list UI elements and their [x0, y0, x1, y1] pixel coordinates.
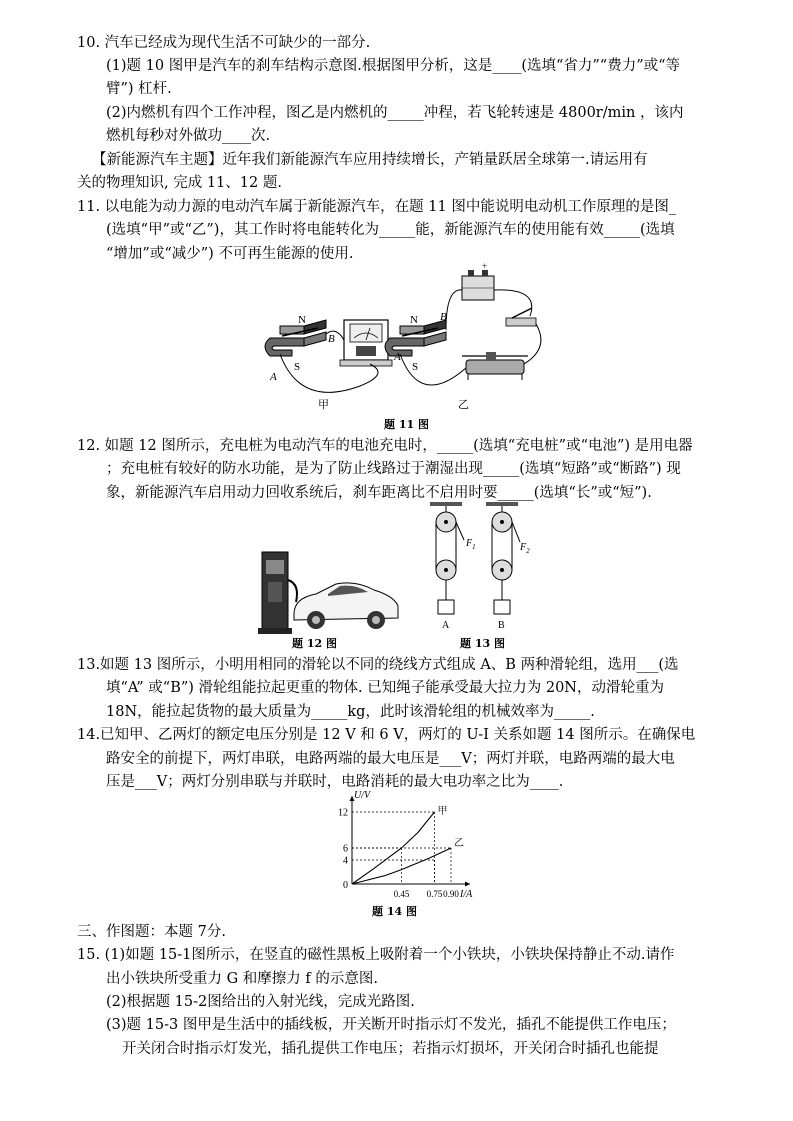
section-3-heading: 三、作图题：本题 7分. [77, 924, 226, 940]
label-B-pulley: B [498, 620, 505, 631]
x-axis-label: I/A [460, 889, 473, 900]
figure-13 [420, 500, 540, 634]
q15-line-4: (3)题 15-3 图甲是生活中的插线板，开关断开时指示灯不发光，插孔不能提供工作电压； [106, 1017, 676, 1033]
y-tick-6: 6 [343, 843, 348, 855]
q12-line-1: 12. 如题 12 图所示，充电桩为电动汽车的电池充电时，_____(选填“充电桩”或“电池”) 是用电器 [77, 438, 693, 454]
label-jia: 甲 [318, 399, 329, 411]
q12-line-3: 象，新能源汽车启用动力回收系统后，刹车距离比不启用时要_____(选填“长”或“短”). [106, 485, 652, 501]
q11-line-3: “增加”或“减少”) 不可再生能源的使用. [106, 246, 354, 262]
label-S-yi: S [412, 361, 419, 373]
fig13-caption: 题 13 图 [460, 637, 505, 650]
q15-line-2: 出小铁块所受重力 G 和摩擦力 f 的示意图. [106, 971, 378, 987]
battery-icon [462, 270, 494, 300]
q13-line-1: 13.如题 13 图所示，小明用相同的滑轮以不同的绕线方式组成 A、B 两种滑轮组，选用___(选 [77, 657, 679, 673]
label-N-jia: N [298, 314, 306, 326]
x-tick-0.90: 0.90 [443, 889, 459, 899]
rheostat-icon [462, 352, 528, 380]
label-F1: $F_1$ [466, 538, 476, 551]
q10-line-3: 臂”) 杠杆. [106, 81, 172, 97]
figure-14-chart [318, 790, 478, 916]
fig14-caption: 题 14 图 [372, 905, 417, 918]
q11-line-1: 11. 以电能为动力源的电动汽车属于新能源汽车，在题 11 图中能说明电动机工作原理的是图_ [77, 199, 677, 215]
label-yi: 乙 [458, 399, 469, 411]
galvanometer-icon [340, 320, 392, 366]
q14-line-3: 压是___V；两灯分别串联与并联时，电路消耗的最大电功率之比为____. [106, 774, 564, 790]
label-plus: + [482, 261, 488, 271]
q10-line-1: 10. 汽车已经成为现代生活不可缺少的一部分. [77, 35, 371, 51]
y-axis-label: U/V [354, 790, 371, 801]
x-axis-arrow [465, 882, 470, 887]
q15-line-1: 15. (1)如题 15-1图所示，在竖直的磁性黑板上吸附着一个小铁块，小铁块保持静止不动.请作 [77, 947, 675, 963]
x-tick-0.45: 0.45 [393, 889, 410, 899]
q12-line-2: ；充电桩有较好的防水功能，是为了防止线路过于潮湿出现_____(选填“短路”或“断路”) 现 [106, 461, 681, 477]
x-tick-0.75: 0.75 [426, 889, 443, 899]
label-A-pulley: A [442, 620, 450, 631]
figure-12 [256, 540, 404, 636]
q14-line-1: 14.已知甲、乙两灯的额定电压分别是 12 V 和 6 V，两灯的 U-I 关系如题 14 图所示。在确保电 [77, 727, 696, 743]
y-tick-4: 4 [343, 855, 348, 867]
q14-line-2: 路安全的前提下，两灯串联，电路两端的最大电压是___V；两灯并联，电路两端的最大电 [106, 751, 675, 767]
q10-line-4: (2)内燃机有四个工作冲程，图乙是内燃机的_____冲程，若飞轮转速是 4800r/min ，该内 [106, 105, 684, 121]
q13-line-3: 18N，能拉起货物的最大质量为_____kg，此时该滑轮组的机械效率为_____. [106, 704, 595, 720]
charging-pile-icon [258, 552, 297, 634]
fig12-caption: 题 12 图 [292, 637, 337, 650]
theme-line-2: 关的物理知识, 完成 11、12 题. [77, 175, 282, 191]
series-label-0: 甲 [437, 806, 448, 817]
label-S-jia: S [294, 361, 301, 373]
theme-line-1: 【新能源汽车主题】近年我们新能源汽车应用持续增长，产销量跃居全球第一.请运用有 [92, 152, 648, 168]
fig11-caption: 题 11 图 [384, 418, 429, 431]
q11-line-2: (选填“甲”或“乙”)，其工作时将电能转化为_____能，新能源汽车的使用能有效_____(选填 [106, 222, 675, 238]
electric-car-icon [294, 583, 398, 629]
series-label-1: 乙 [454, 838, 464, 849]
label-F2: $F_2$ [520, 542, 530, 555]
q13-line-2: 填“A” 或“B”) 滑轮组能拉起更重的物体. 已知绳子能承受最大拉力为 20N，动滑轮重为 [106, 680, 664, 696]
q10-line-2: (1)题 10 图甲是汽车的刹车结构示意图.根据图甲分析，这是____(选填“省力”“费力”或“等 [106, 58, 681, 74]
q15-line-5: 开关闭合时指示灯发光，插孔提供工作电压；若指示灯损坏，开关闭合时插孔也能提 [122, 1041, 659, 1057]
q10-line-5: 燃机每秒对外做功____次. [106, 128, 271, 144]
origin-label: 0 [343, 880, 348, 891]
label-B-jia: B [328, 333, 335, 345]
q15-line-3: (2)根据题 15-2图给出的入射光线，完成光路图. [106, 994, 415, 1010]
magnet-jia [265, 320, 326, 356]
y-tick-12: 12 [338, 807, 348, 819]
label-A-jia: A [270, 371, 277, 383]
label-B-yi: B [440, 311, 447, 323]
figure-11 [240, 261, 580, 416]
label-A-yi: A [394, 351, 401, 363]
label-N-yi: N [410, 314, 418, 326]
